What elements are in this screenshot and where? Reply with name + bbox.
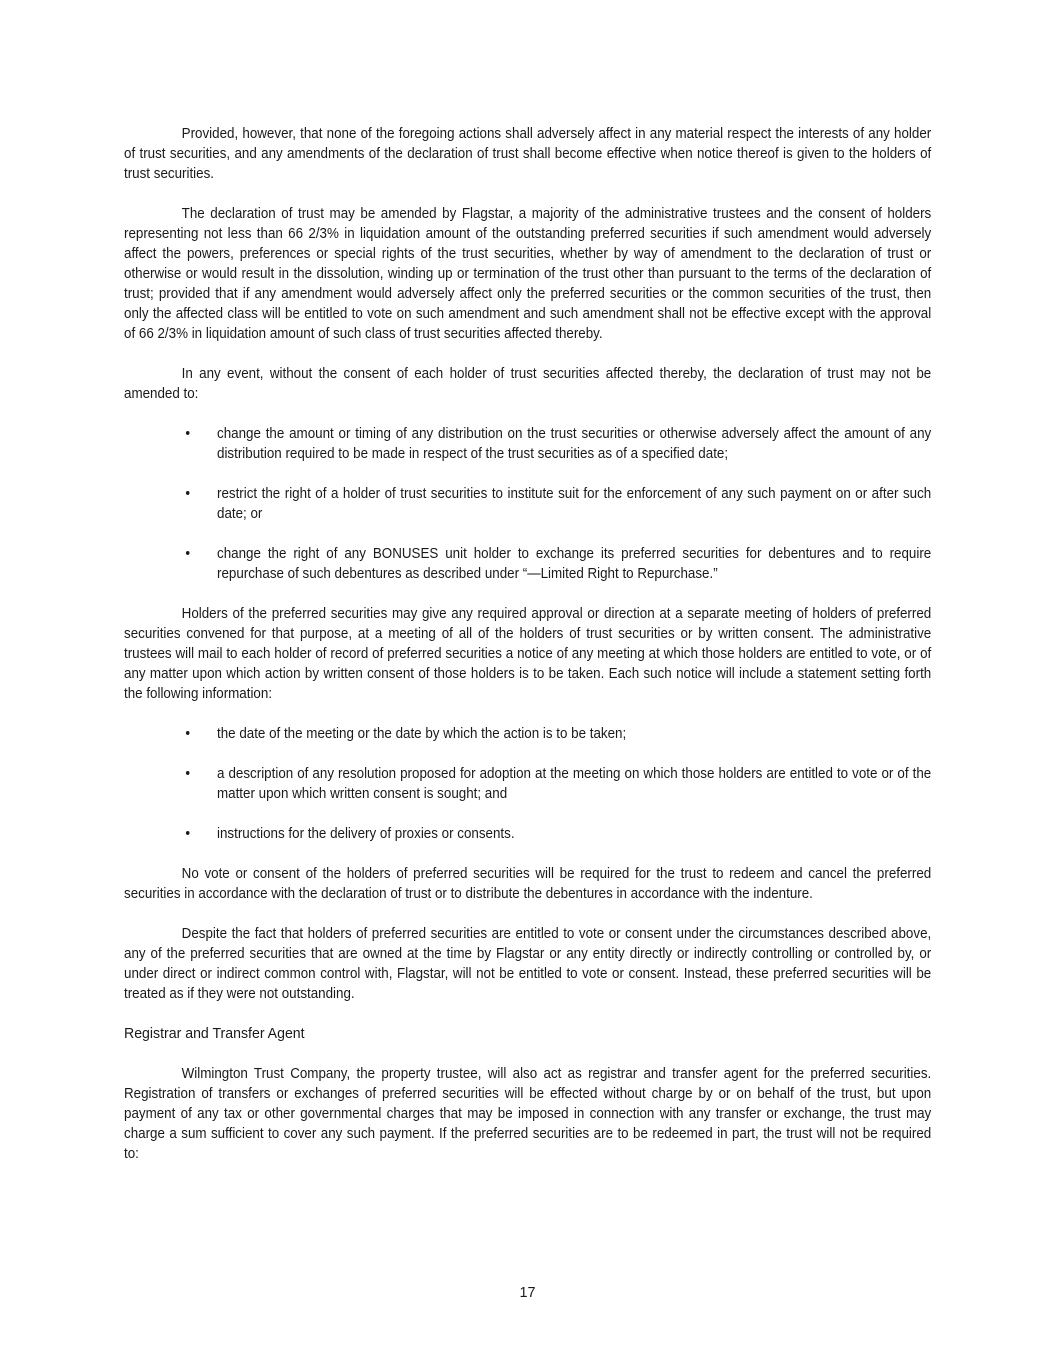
document-body [124, 124, 931, 1164]
amendment-restrictions-list [124, 424, 931, 584]
bullet-icon: • [185, 486, 191, 502]
list-item: • instructions for the delivery of proxies or consents. [185, 826, 515, 842]
page-number: 17 [519, 1285, 536, 1301]
list-item: • change the amount or timing of any distribution on the trust securities or otherwise adversely affect the amount of any distribution required to be made in respect of the trust securities as of a specified date; [185, 426, 932, 462]
bullet-icon: • [185, 766, 191, 782]
document-page [124, 124, 932, 1184]
paragraph-despite: Despite the fact that holders of preferred securities are entitled to vote or consent under the circumstances described above, any of the preferred securities that are owned at the time by Flagstar or any entity directly or indirectly controlling or controlled by, or under direct or indirect common control with, Flagstar, will not be entitled to vote or consent. Instead, these preferred securities will be treated as if they were not outstanding. [124, 926, 932, 1002]
paragraph-holders-approval: Holders of the preferred securities may give any required approval or direction at a separate meeting of holders of preferred securities convened for that purpose, at a meeting of all of the holders of trust securities or by written consent. The administrative trustees will mail to each holder of record of preferred securities a notice of any meeting at which those holders are entitled to vote, or of any matter upon which action by written consent of those holders is to be taken. Each such notice will include a statement setting forth the following information: [124, 606, 932, 702]
list-item: • a description of any resolution proposed for adoption at the meeting on which those holders are entitled to vote or of the matter upon which written consent is sought; and [185, 766, 932, 802]
section-heading-registrar: Registrar and Transfer Agent [124, 1025, 305, 1042]
bullet-icon: • [185, 426, 191, 442]
bullet-icon: • [185, 726, 191, 742]
paragraph-wilmington-trust: Wilmington Trust Company, the property trustee, will also act as registrar and transfer agent for the preferred securities. Registration of transfers or exchanges of preferred securities will be effected without charge by or on behalf of the trust, but upon payment of any tax or other governmental charges that may be imposed in connection with any transfer or exchange, the trust may charge a sum sufficient to cover any such payment. If the preferred securities are to be redeemed in part, the trust will not be required to: [124, 1066, 932, 1162]
paragraph-provided-however: Provided, however, that none of the foregoing actions shall adversely affect in any material respect the interests of any holder of trust securities, and any amendments of the declaration of trust shall become effective when notice thereof is given to the holders of trust securities. [124, 126, 932, 182]
list-item: • restrict the right of a holder of trust securities to institute suit for the enforcement of any such payment on or after such date; or [185, 486, 932, 522]
bullet-icon: • [185, 826, 191, 842]
paragraph-declaration-amendment: The declaration of trust may be amended by Flagstar, a majority of the administrative trustees and the consent of holders representing not less than 66 2/3% in liquidation amount of the outstanding preferred securities if such amendment would adversely affect the powers, preferences or special rights of the trust securities, whether by way of amendment to the declaration of trust or otherwise or would result in the dissolution, winding up or termination of the trust other than pursuant to the terms of the declaration of trust; provided that if any amendment would adversely affect only the preferred securities or the common securities of the trust, then only the affected class will be entitled to vote on such amendment and such amendment shall not be effective except with the approval of 66 2/3% in liquidation amount of such class of trust securities affected thereby. [124, 206, 932, 342]
list-item: • change the right of any BONUSES unit holder to exchange its preferred securities for debentures and to require repurchase of such debentures as described under “—Limited Right to Repurchase.” [185, 546, 932, 582]
paragraph-no-vote: No vote or consent of the holders of preferred securities will be required for the trust to redeem and cancel the preferred securities in accordance with the declaration of trust or to distribute the debentures in accordance with the indenture. [124, 866, 932, 902]
bullet-icon: • [185, 546, 191, 562]
list-item: • the date of the meeting or the date by which the action is to be taken; [185, 726, 627, 742]
paragraph-any-event: In any event, without the consent of each holder of trust securities affected thereby, the declaration of trust may not be amended to: [124, 366, 932, 402]
notice-information-list [124, 724, 931, 844]
